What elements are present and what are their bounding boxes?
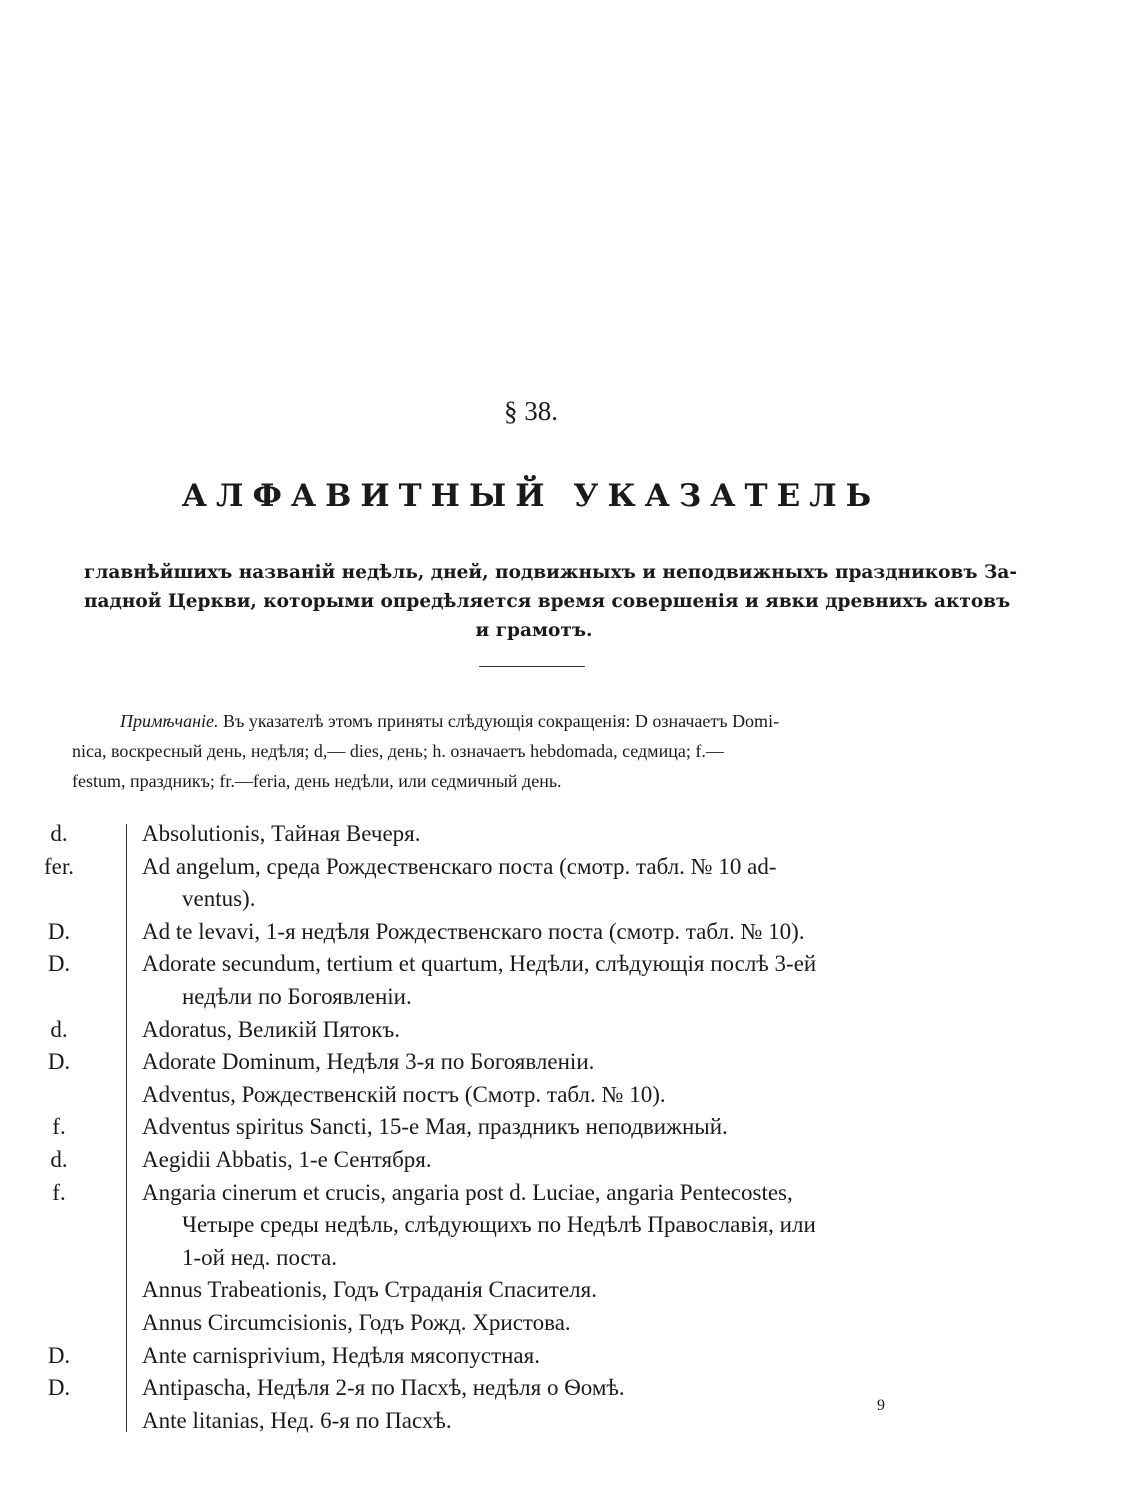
entry-text <box>142 1405 1002 1438</box>
note <box>72 706 992 796</box>
entry-abbr-cell <box>0 818 118 851</box>
page-title: АЛФАВИТНЫЙ УКАЗАТЕЛЬ <box>181 478 881 514</box>
subtitle-line: главнѣйшихъ названій недѣль, дней, подвижныхъ и неподвижныхъ праздниковъ За- <box>84 562 1017 583</box>
entry-abbr: D. <box>47 918 71 944</box>
entry-abbr-cell <box>0 948 118 1013</box>
entry-text <box>142 1274 1002 1307</box>
index-entry <box>0 1046 1140 1079</box>
entry-line: Четыре среды недѣль, слѣдующихъ по Недѣлѣ Православія, или <box>182 1212 816 1238</box>
entry-abbr-cell <box>0 1307 118 1340</box>
note-line: nica, воскресный день, недѣля; d,— dies, день; h. означаетъ hebdomada, седмица; f.— <box>72 741 724 761</box>
entry-abbr: f. <box>52 1179 66 1205</box>
entry-text <box>142 1372 1002 1405</box>
entry-text <box>142 1340 1002 1373</box>
entry-line: Annus Circumcisionis, Годъ Рожд. Христова. <box>142 1309 571 1335</box>
entry-line: Antipascha, Недѣля 2-я по Пасхѣ, недѣля о Ѳомѣ. <box>142 1375 625 1401</box>
entry-line: Ad angelum, среда Рождественскаго поста (смотр. табл. № 10 ad- <box>142 853 777 879</box>
entry-abbr: D. <box>47 951 71 977</box>
entry-text <box>142 948 1002 1013</box>
entry-abbr-cell <box>0 1046 118 1079</box>
entry-text <box>142 1307 1002 1340</box>
subtitle-line: и грамотъ. <box>475 620 593 641</box>
note-text: Въ указателѣ этомъ приняты слѣдующія сокращенія: D означаетъ Domi- <box>223 711 780 731</box>
entry-abbr-cell <box>0 1079 118 1112</box>
entry-line: Ad te levavi, 1-я недѣля Рождественскаго поста (смотр. табл. № 10). <box>142 918 805 944</box>
entry-abbr: d. <box>50 1146 68 1172</box>
entry-text <box>142 1014 1002 1047</box>
entry-abbr: D. <box>47 1375 71 1401</box>
entry-line: недѣли по Богоявленіи. <box>182 983 412 1009</box>
entry-abbr-cell <box>0 1014 118 1047</box>
entry-abbr: D. <box>47 1049 71 1075</box>
entry-line: Angaria cinerum et crucis, angaria post d. Luciae, angaria Pentecostes, <box>142 1179 793 1205</box>
entry-abbr-cell <box>0 1111 118 1144</box>
entry-text <box>142 1144 1002 1177</box>
divider <box>479 666 585 667</box>
entry-line: Ante carnisprivium, Недѣля мясопустная. <box>142 1342 540 1368</box>
index-entry <box>0 1372 1140 1405</box>
subtitle-line: падной Церкви, которыми опредѣляется время совершенія и явки древнихъ актовъ <box>84 591 1011 612</box>
page-number: 9 <box>877 1397 885 1414</box>
note-lead: Примѣчаніе. <box>120 711 219 731</box>
index-entry <box>0 1340 1140 1373</box>
entry-abbr-cell <box>0 851 118 916</box>
entry-line: Adorate Dominum, Недѣля 3-я по Богоявленіи. <box>142 1049 595 1075</box>
entry-line: Absolutionis, Тайная Вечеря. <box>142 821 421 846</box>
index-entry <box>0 818 1140 851</box>
entry-abbr-cell <box>0 1340 118 1373</box>
entry-text <box>142 1111 1002 1144</box>
index-entry <box>0 1307 1140 1340</box>
entry-abbr-cell <box>0 1144 118 1177</box>
entry-abbr: d. <box>50 821 68 846</box>
index-entry <box>0 1177 1140 1275</box>
entry-line: Aegidii Abbatis, 1-е Сентября. <box>142 1146 432 1172</box>
entry-abbr-cell <box>0 1405 118 1438</box>
entry-text <box>142 1177 1002 1275</box>
entry-abbr-cell <box>0 916 118 949</box>
entry-line: ventus). <box>182 886 256 912</box>
index-entry <box>0 948 1140 1013</box>
entry-line: Adventus spiritus Sancti, 15-е Мая, праздникъ неподвижный. <box>142 1114 728 1140</box>
note-line <box>72 706 992 736</box>
index-entry <box>0 1079 1140 1112</box>
entry-text <box>142 1079 1002 1112</box>
entry-text <box>142 818 1002 851</box>
index-entry <box>0 1274 1140 1307</box>
entry-text <box>142 916 1002 949</box>
entry-line: Adoratus, Великій Пятокъ. <box>142 1016 401 1042</box>
entry-line: Annus Trabeationis, Годъ Страданія Спасителя. <box>142 1277 597 1303</box>
note-line: festum, праздникъ; fr.—feria, день недѣли, или седмичный день. <box>72 771 562 791</box>
entry-abbr: d. <box>50 1016 68 1042</box>
entry-line: Adorate secundum, tertium et quartum, Недѣли, слѣдующія послѣ 3-ей <box>142 951 817 977</box>
index-entry <box>0 1014 1140 1047</box>
entry-text <box>142 851 1002 916</box>
entry-text <box>142 1046 1002 1079</box>
entry-abbr-cell <box>0 1372 118 1405</box>
index-entries <box>0 818 1140 1437</box>
entry-abbr-cell <box>0 1177 118 1275</box>
entry-line: 1-ой нед. поста. <box>182 1244 338 1270</box>
section-number: § 38. <box>504 396 558 426</box>
entry-line: Adventus, Рождественскій постъ (Смотр. табл. № 10). <box>142 1081 666 1107</box>
entry-abbr-cell <box>0 1274 118 1307</box>
subtitle <box>84 558 1017 645</box>
index-entry <box>0 1144 1140 1177</box>
index-entry <box>0 1405 1140 1438</box>
index-entry <box>0 1111 1140 1144</box>
index-entry <box>0 851 1140 916</box>
index-entry <box>0 916 1140 949</box>
entry-abbr: D. <box>47 1342 71 1368</box>
entry-abbr: fer. <box>43 853 74 879</box>
entry-line: Ante litanias, Нед. 6-я по Пасхѣ. <box>142 1407 452 1433</box>
entry-abbr: f. <box>52 1114 66 1140</box>
